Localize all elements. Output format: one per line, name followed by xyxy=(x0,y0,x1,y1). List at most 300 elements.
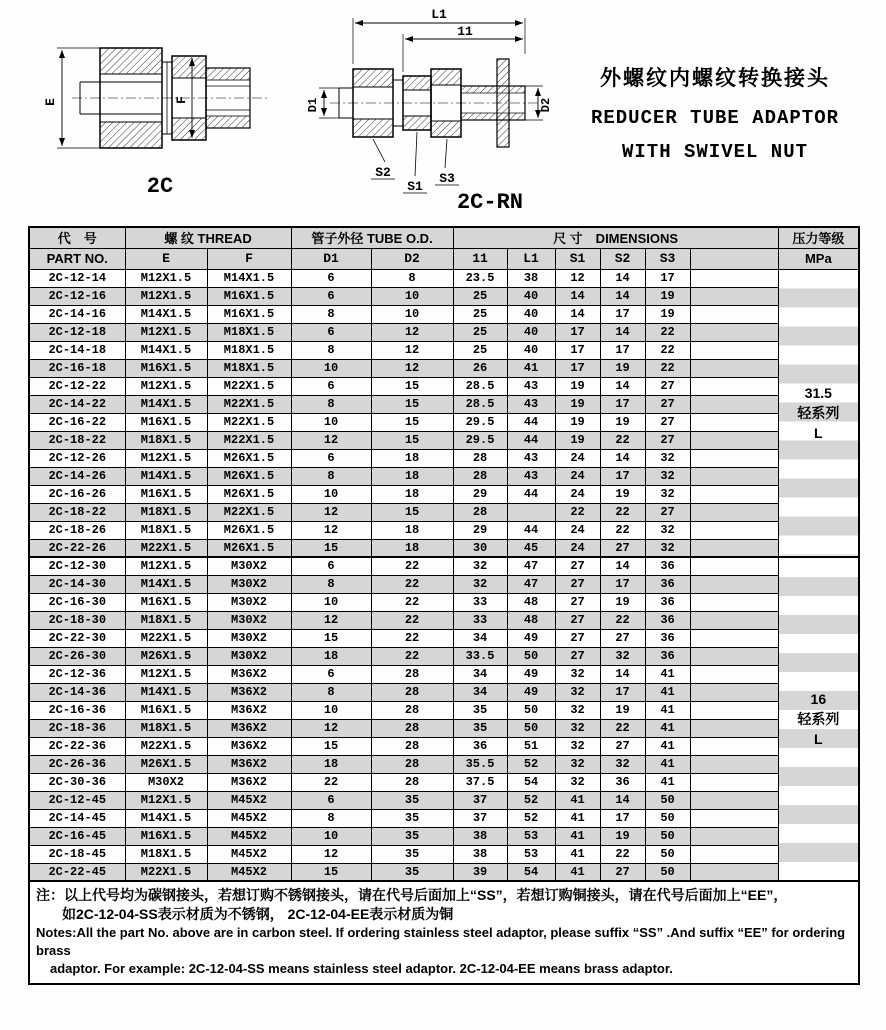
spec-value-cell: 32 xyxy=(645,467,690,485)
blank-cell xyxy=(690,413,778,431)
dim-label-s3: S3 xyxy=(439,171,455,186)
spec-value-cell: 38 xyxy=(507,269,555,287)
spec-value-cell: 27 xyxy=(645,503,690,521)
spec-value-cell: 24 xyxy=(555,485,600,503)
spec-value-cell: M36X2 xyxy=(207,665,291,683)
dim-label-l1: L1 xyxy=(431,7,447,22)
spec-value-cell: 8 xyxy=(291,575,371,593)
spec-value-cell: 8 xyxy=(371,269,453,287)
spec-value-cell: M36X2 xyxy=(207,737,291,755)
spec-value-cell: 28 xyxy=(371,719,453,737)
blank-cell xyxy=(690,395,778,413)
spec-value-cell: 24 xyxy=(555,521,600,539)
spec-value-cell: 40 xyxy=(507,287,555,305)
spec-value-cell: 35.5 xyxy=(453,755,507,773)
spec-value-cell: 28 xyxy=(371,773,453,791)
spec-value-cell: 47 xyxy=(507,557,555,575)
dim-label-d2: D2 xyxy=(539,97,553,113)
part-no-cell: 2C-14-26 xyxy=(29,467,125,485)
spec-value-cell: 14 xyxy=(600,449,645,467)
table-row xyxy=(29,485,859,503)
spec-value-cell: M36X2 xyxy=(207,755,291,773)
spec-value-cell: M18X1.5 xyxy=(125,431,207,449)
spec-value-cell: 40 xyxy=(507,323,555,341)
blank-cell xyxy=(690,431,778,449)
spec-value-cell: 53 xyxy=(507,827,555,845)
spec-value-cell: 51 xyxy=(507,737,555,755)
header-row-2 xyxy=(29,248,859,269)
spec-value-cell: M12X1.5 xyxy=(125,791,207,809)
col-header-pressure: 压力等级 xyxy=(778,227,859,248)
spec-value-cell: 18 xyxy=(371,467,453,485)
spec-value-cell: M14X1.5 xyxy=(125,305,207,323)
technical-drawing-2c xyxy=(42,16,292,206)
spec-value-cell: M18X1.5 xyxy=(207,341,291,359)
spec-value-cell: 10 xyxy=(291,593,371,611)
spec-value-cell: 6 xyxy=(291,665,371,683)
spec-value-cell: M18X1.5 xyxy=(125,719,207,737)
blank-cell xyxy=(690,359,778,377)
spec-value-cell: 48 xyxy=(507,611,555,629)
spec-value-cell: M26X1.5 xyxy=(207,521,291,539)
spec-value-cell: M12X1.5 xyxy=(125,287,207,305)
dim-label-f: F xyxy=(174,96,189,104)
spec-value-cell: 32 xyxy=(555,683,600,701)
part-no-cell: 2C-18-30 xyxy=(29,611,125,629)
spec-value-cell: 35 xyxy=(453,701,507,719)
spec-value-cell: 44 xyxy=(507,521,555,539)
spec-value-cell: 22 xyxy=(600,719,645,737)
spec-value-cell: 43 xyxy=(507,449,555,467)
spec-value-cell: 28 xyxy=(371,755,453,773)
spec-value-cell: 32 xyxy=(555,665,600,683)
spec-value-cell: 27 xyxy=(555,557,600,575)
spec-value-cell: 10 xyxy=(291,485,371,503)
spec-value-cell: 15 xyxy=(291,539,371,557)
blank-cell xyxy=(690,629,778,647)
spec-value-cell: 40 xyxy=(507,341,555,359)
spec-value-cell: 44 xyxy=(507,413,555,431)
spec-value-cell: 41 xyxy=(507,359,555,377)
spec-value-cell: 22 xyxy=(645,323,690,341)
spec-value-cell: 49 xyxy=(507,683,555,701)
blank-cell xyxy=(690,521,778,539)
spec-value-cell: 27 xyxy=(555,647,600,665)
spec-value-cell: 22 xyxy=(645,341,690,359)
note-cn-line2: 如2C-12-04-SS表示材质为不锈钢， 2C-12-04-EE表示材质为铜 xyxy=(62,906,454,922)
table-row xyxy=(29,845,859,863)
spec-value-cell: 35 xyxy=(371,809,453,827)
spec-value-cell: 32 xyxy=(645,539,690,557)
blank-cell xyxy=(690,791,778,809)
spec-value-cell: 53 xyxy=(507,845,555,863)
col-header-mpa: MPa xyxy=(778,248,859,269)
spec-value-cell: 22 xyxy=(645,359,690,377)
spec-value-cell: 19 xyxy=(600,485,645,503)
spec-value-cell: M16X1.5 xyxy=(125,413,207,431)
spec-value-cell: 22 xyxy=(600,431,645,449)
spec-value-cell: 10 xyxy=(291,827,371,845)
spec-value-cell: M14X1.5 xyxy=(125,683,207,701)
spec-value-cell: 22 xyxy=(371,611,453,629)
spec-value-cell: 35 xyxy=(371,827,453,845)
table-row xyxy=(29,539,859,557)
table-row xyxy=(29,503,859,521)
spec-value-cell: 43 xyxy=(507,395,555,413)
table-row xyxy=(29,611,859,629)
blank-cell xyxy=(690,683,778,701)
spec-value-cell: 28 xyxy=(371,701,453,719)
spec-value-cell: M22X1.5 xyxy=(125,539,207,557)
spec-value-cell: 47 xyxy=(507,575,555,593)
spec-value-cell: 10 xyxy=(371,305,453,323)
spec-value-cell: 22 xyxy=(371,557,453,575)
spec-value-cell: 41 xyxy=(645,665,690,683)
note-en-line2: adaptor. For example: 2C-12-04-SS means stainless steel adaptor. 2C-12-04-EE means brass adaptor. xyxy=(50,961,673,976)
spec-value-cell: 29.5 xyxy=(453,431,507,449)
spec-value-cell: 17 xyxy=(600,683,645,701)
dim-label-d1: D1 xyxy=(306,97,320,113)
spec-value-cell: 50 xyxy=(507,719,555,737)
spec-value-cell: M22X1.5 xyxy=(125,737,207,755)
spec-value-cell: M16X1.5 xyxy=(125,359,207,377)
spec-value-cell: 41 xyxy=(645,719,690,737)
spec-value-cell: 26 xyxy=(453,359,507,377)
blank-cell xyxy=(690,305,778,323)
spec-value-cell: 54 xyxy=(507,863,555,881)
blank-cell xyxy=(690,539,778,557)
blank-cell xyxy=(690,845,778,863)
spec-value-cell: M26X1.5 xyxy=(125,755,207,773)
part-no-cell: 2C-18-36 xyxy=(29,719,125,737)
spec-value-cell: 41 xyxy=(645,755,690,773)
spec-value-cell: 41 xyxy=(555,827,600,845)
spec-value-cell: 32 xyxy=(555,773,600,791)
col-header-11: 11 xyxy=(453,248,507,269)
spec-value-cell: 19 xyxy=(600,701,645,719)
part-no-cell: 2C-12-36 xyxy=(29,665,125,683)
spec-value-cell: 33 xyxy=(453,611,507,629)
spec-value-cell: 36 xyxy=(645,575,690,593)
spec-value-cell: 6 xyxy=(291,449,371,467)
drawings-section xyxy=(0,0,886,224)
spec-value-cell: M16X1.5 xyxy=(207,305,291,323)
blank-cell xyxy=(690,863,778,881)
part-no-cell: 2C-14-16 xyxy=(29,305,125,323)
spec-value-cell: 15 xyxy=(291,629,371,647)
spec-value-cell: 14 xyxy=(600,665,645,683)
table-row xyxy=(29,521,859,539)
blank-cell xyxy=(690,593,778,611)
spec-value-cell: 49 xyxy=(507,665,555,683)
dim-label-s2: S2 xyxy=(375,165,391,180)
spec-value-cell: 28.5 xyxy=(453,395,507,413)
spec-value-cell: 41 xyxy=(555,845,600,863)
drawing-caption-2c: 2C xyxy=(146,174,174,199)
spec-value-cell: 34 xyxy=(453,629,507,647)
spec-value-cell: 28 xyxy=(371,683,453,701)
spec-value-cell: M22X1.5 xyxy=(125,863,207,881)
spec-value-cell: 28 xyxy=(453,467,507,485)
spec-value-cell: M14X1.5 xyxy=(125,395,207,413)
spec-value-cell: 36 xyxy=(645,557,690,575)
spec-value-cell: 18 xyxy=(371,449,453,467)
spec-value-cell: 15 xyxy=(371,431,453,449)
spec-value-cell: 36 xyxy=(453,737,507,755)
spec-value-cell: 15 xyxy=(371,395,453,413)
part-no-cell: 2C-12-45 xyxy=(29,791,125,809)
spec-value-cell: 52 xyxy=(507,755,555,773)
spec-value-cell: 33 xyxy=(453,593,507,611)
spec-value-cell: 41 xyxy=(555,791,600,809)
blank-cell xyxy=(690,377,778,395)
spec-value-cell: 22 xyxy=(371,575,453,593)
spec-value-cell: M16X1.5 xyxy=(207,287,291,305)
pressure-line: 16 xyxy=(810,691,827,707)
spec-value-cell: 12 xyxy=(291,521,371,539)
part-no-cell: 2C-22-36 xyxy=(29,737,125,755)
spec-value-cell: 35 xyxy=(371,863,453,881)
spec-value-cell: 15 xyxy=(291,863,371,881)
table-row xyxy=(29,323,859,341)
spec-value-cell: 28 xyxy=(371,665,453,683)
spec-value-cell: 10 xyxy=(291,359,371,377)
spec-value-cell: M16X1.5 xyxy=(125,485,207,503)
note-cn-line1: 注：以上代号均为碳钢接头，若想订购不锈钢接头，请在代号后面加上“SS”，若想订购铜接头，请在代号后面加上“EE”， xyxy=(36,887,788,903)
spec-value-cell: M18X1.5 xyxy=(207,359,291,377)
dim-label-11: 11 xyxy=(457,24,473,39)
spec-value-cell: 12 xyxy=(291,611,371,629)
spec-value-cell: 14 xyxy=(600,323,645,341)
spec-value-cell: 22 xyxy=(600,503,645,521)
spec-value-cell: 32 xyxy=(600,647,645,665)
spec-value-cell: M12X1.5 xyxy=(125,557,207,575)
spec-value-cell: M14X1.5 xyxy=(125,467,207,485)
spec-value-cell: 49 xyxy=(507,629,555,647)
spec-value-cell: M12X1.5 xyxy=(125,377,207,395)
blank-cell xyxy=(690,755,778,773)
spec-value-cell: 37 xyxy=(453,791,507,809)
col-header-dimensions: 尺 寸 DIMENSIONS xyxy=(453,227,778,248)
spec-value-cell: 17 xyxy=(600,341,645,359)
spec-value-cell: 14 xyxy=(555,287,600,305)
drawing-caption-2c-rn: 2C-RN xyxy=(456,190,524,215)
spec-value-cell: 41 xyxy=(555,863,600,881)
spec-value-cell: 12 xyxy=(291,431,371,449)
col-header-e: E xyxy=(125,248,207,269)
spec-value-cell: 12 xyxy=(371,323,453,341)
part-no-cell: 2C-12-14 xyxy=(29,269,125,287)
spec-value-cell: 28 xyxy=(453,449,507,467)
blank-cell xyxy=(690,557,778,575)
spec-value-cell: 15 xyxy=(371,413,453,431)
spec-value-cell: 10 xyxy=(371,287,453,305)
spec-value-cell: 35 xyxy=(453,719,507,737)
blank-cell xyxy=(690,701,778,719)
dimension-l1 xyxy=(353,7,525,64)
spec-value-cell: 24 xyxy=(555,467,600,485)
part-no-cell: 2C-30-36 xyxy=(29,773,125,791)
spec-value-cell: 32 xyxy=(555,719,600,737)
spec-value-cell: 27 xyxy=(600,539,645,557)
spec-value-cell: 14 xyxy=(600,377,645,395)
spec-value-cell: 34 xyxy=(453,665,507,683)
spec-value-cell: 27 xyxy=(645,413,690,431)
part-no-cell: 2C-26-36 xyxy=(29,755,125,773)
spec-value-cell: 29 xyxy=(453,521,507,539)
spec-value-cell: 41 xyxy=(645,737,690,755)
spec-value-cell: 6 xyxy=(291,791,371,809)
spec-value-cell: 50 xyxy=(507,647,555,665)
spec-value-cell: 18 xyxy=(291,647,371,665)
spec-value-cell: 12 xyxy=(291,845,371,863)
spec-value-cell: 8 xyxy=(291,683,371,701)
fitting-cross-section-2c xyxy=(72,48,267,148)
col-header-l1: L1 xyxy=(507,248,555,269)
spec-value-cell: 10 xyxy=(291,413,371,431)
table-row xyxy=(29,863,859,881)
spec-value-cell: 52 xyxy=(507,809,555,827)
spec-value-cell: 48 xyxy=(507,593,555,611)
spec-value-cell: 50 xyxy=(645,791,690,809)
table-row xyxy=(29,449,859,467)
spec-value-cell: 12 xyxy=(371,359,453,377)
spec-value-cell: M45X2 xyxy=(207,827,291,845)
table-row xyxy=(29,467,859,485)
spec-value-cell: M16X1.5 xyxy=(125,593,207,611)
spec-value-cell: M14X1.5 xyxy=(125,809,207,827)
col-header-s2: S2 xyxy=(600,248,645,269)
header-row-1 xyxy=(29,227,859,248)
spec-value-cell: 19 xyxy=(645,305,690,323)
part-no-cell: 2C-12-26 xyxy=(29,449,125,467)
table-row xyxy=(29,665,859,683)
spec-value-cell: M22X1.5 xyxy=(207,431,291,449)
blank-cell xyxy=(690,575,778,593)
spec-value-cell: 28.5 xyxy=(453,377,507,395)
spec-value-cell: 32 xyxy=(645,449,690,467)
spec-value-cell: 35 xyxy=(371,791,453,809)
table-row xyxy=(29,557,859,575)
spec-value-cell: 32 xyxy=(645,521,690,539)
spec-value-cell: 27 xyxy=(600,863,645,881)
notes-cell xyxy=(29,881,859,984)
col-header-f: F xyxy=(207,248,291,269)
spec-value-cell: M22X1.5 xyxy=(207,413,291,431)
notes-row xyxy=(29,881,859,984)
spec-value-cell: M26X1.5 xyxy=(125,647,207,665)
spec-table-footer xyxy=(29,881,859,984)
spec-value-cell: 22 xyxy=(600,611,645,629)
spec-value-cell: 52 xyxy=(507,791,555,809)
spec-value-cell: M16X1.5 xyxy=(125,701,207,719)
spec-value-cell: 43 xyxy=(507,377,555,395)
spec-value-cell: 50 xyxy=(645,845,690,863)
table-row xyxy=(29,269,859,287)
part-no-cell: 2C-12-22 xyxy=(29,377,125,395)
blank-cell xyxy=(690,485,778,503)
spec-value-cell: 37 xyxy=(453,809,507,827)
blank-cell xyxy=(690,737,778,755)
table-row xyxy=(29,755,859,773)
blank-cell xyxy=(690,287,778,305)
blank-cell xyxy=(690,467,778,485)
spec-table xyxy=(28,226,860,985)
spec-value-cell: 23.5 xyxy=(453,269,507,287)
table-row xyxy=(29,593,859,611)
blank-cell xyxy=(690,827,778,845)
spec-value-cell: 19 xyxy=(555,413,600,431)
spec-value-cell: 50 xyxy=(645,827,690,845)
spec-value-cell: 27 xyxy=(645,377,690,395)
pressure-line: 轻系列 xyxy=(797,404,840,421)
spec-value-cell: 25 xyxy=(453,323,507,341)
spec-value-cell: 41 xyxy=(555,809,600,827)
spec-value-cell: 12 xyxy=(371,341,453,359)
spec-value-cell: 24 xyxy=(555,539,600,557)
spec-value-cell: 6 xyxy=(291,323,371,341)
spec-value-cell: 36 xyxy=(645,593,690,611)
part-no-cell: 2C-22-45 xyxy=(29,863,125,881)
spec-value-cell: 17 xyxy=(555,359,600,377)
spec-value-cell: 17 xyxy=(600,395,645,413)
table-row xyxy=(29,395,859,413)
part-no-cell: 2C-16-22 xyxy=(29,413,125,431)
pressure-line: 轻系列 xyxy=(797,711,840,727)
technical-drawing-2c-rn xyxy=(305,6,557,216)
spec-value-cell: 14 xyxy=(600,557,645,575)
part-no-cell: 2C-16-30 xyxy=(29,593,125,611)
spec-value-cell: M36X2 xyxy=(207,701,291,719)
dim-label-e: E xyxy=(43,98,58,106)
spec-value-cell: 19 xyxy=(600,593,645,611)
spec-value-cell: 34 xyxy=(453,683,507,701)
spec-value-cell: M26X1.5 xyxy=(207,539,291,557)
blank-cell xyxy=(690,719,778,737)
part-no-cell: 2C-12-16 xyxy=(29,287,125,305)
spec-value-cell: 25 xyxy=(453,287,507,305)
spec-value-cell: 32 xyxy=(600,755,645,773)
pressure-rating-cell xyxy=(778,269,859,557)
spec-value-cell: 15 xyxy=(371,503,453,521)
part-no-cell: 2C-22-26 xyxy=(29,539,125,557)
spec-value-cell: 32 xyxy=(555,701,600,719)
spec-value-cell: M18X1.5 xyxy=(125,521,207,539)
col-header-part-cn: 代 号 xyxy=(29,227,125,248)
part-no-cell: 2C-14-45 xyxy=(29,809,125,827)
spec-value-cell: 17 xyxy=(600,467,645,485)
spec-value-cell: 22 xyxy=(555,503,600,521)
spec-value-cell: M22X1.5 xyxy=(207,377,291,395)
spec-value-cell: 12 xyxy=(555,269,600,287)
table-row xyxy=(29,791,859,809)
pressure-line: L xyxy=(814,424,823,441)
note-en-line1: Notes:All the part No. above are in carbon steel. If ordering stainless steel adaptor, please suffix “SS” .And suffix “EE” for ordering brass xyxy=(36,925,846,958)
spec-value-cell: 14 xyxy=(600,269,645,287)
spec-value-cell: 19 xyxy=(600,359,645,377)
spec-value-cell: 10 xyxy=(291,701,371,719)
spec-value-cell: 27 xyxy=(600,737,645,755)
spec-value-cell: M14X1.5 xyxy=(125,575,207,593)
spec-value-cell: 6 xyxy=(291,557,371,575)
spec-value-cell: M22X1.5 xyxy=(207,503,291,521)
spec-value-cell: 22 xyxy=(600,845,645,863)
spec-value-cell: M16X1.5 xyxy=(125,827,207,845)
spec-value-cell: 15 xyxy=(291,737,371,755)
spec-value-cell: 17 xyxy=(600,575,645,593)
table-row xyxy=(29,719,859,737)
spec-value-cell: M12X1.5 xyxy=(125,665,207,683)
